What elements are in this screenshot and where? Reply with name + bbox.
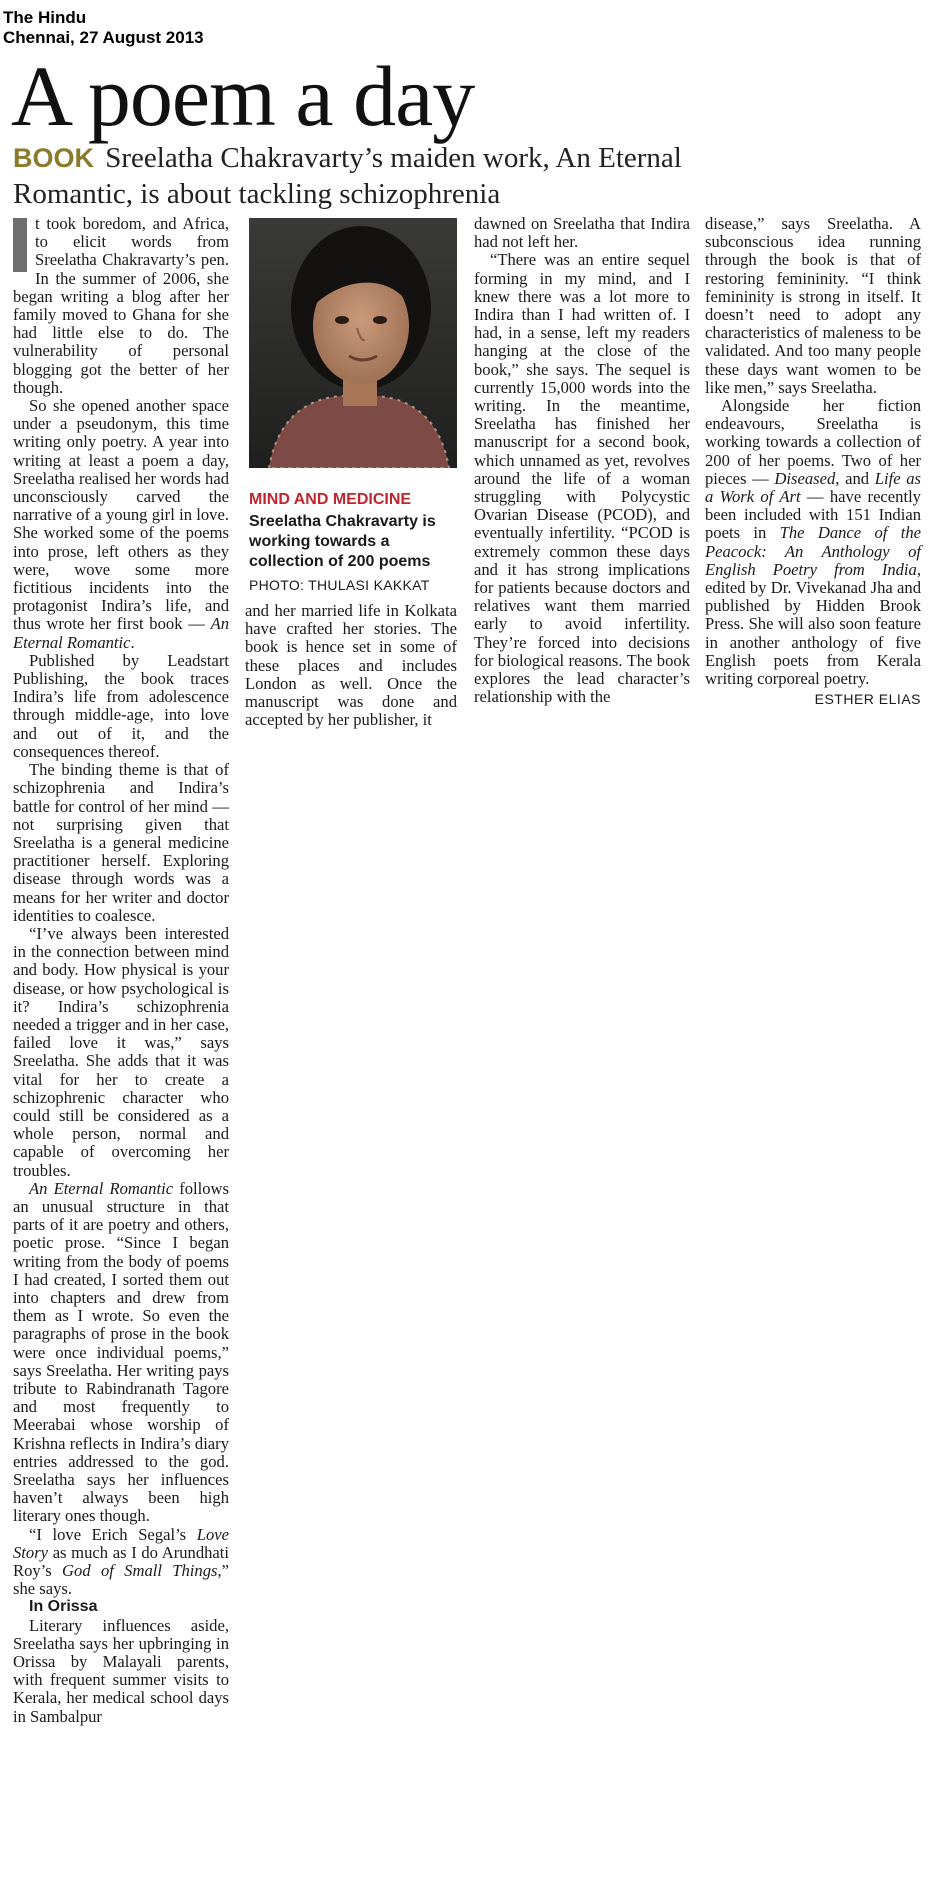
caption-text: Sreelatha Chakravarty is working towards a collection of 200 poems — [249, 513, 436, 570]
source-header — [3, 8, 204, 48]
photo-caption — [249, 490, 459, 594]
paragraph: The binding theme is that of schizophrenia and Indira’s battle for control of her mind — not surprising given that Sreelatha is a general medicine practitioner herself. Exploring disease through words was a means for her writer and doctor identities to coalesce. — [13, 760, 229, 925]
paragraph: and her married life in Kolkata have crafted her stories. The book is hence set in some of these places and includes London as well. Once the manuscript was done and accepted by her publisher, it — [245, 601, 457, 730]
drop-cap — [13, 218, 27, 272]
portrait-photo — [249, 218, 457, 468]
dateline: Chennai, 27 August 2013 — [3, 28, 204, 47]
deck — [13, 140, 713, 212]
paragraph: Literary influences aside, Sreelatha says her upbringing in Orissa by Malayali parents, with frequent summer visits to Kerala, her medical school days in Sambalpur — [13, 1615, 229, 1726]
headline: A poem a day — [11, 48, 475, 144]
column-2 — [245, 602, 457, 729]
portrait-illustration — [249, 218, 457, 468]
paragraph: disease,” says Sreelatha. A subconscious idea running through the book is that of restoring femininity. “I think femininity is strong in itself. It doesn’t need to adopt any characteristics of maleness to be validated. And too many people these days want women to be like men,” says Sreelatha. — [705, 214, 921, 397]
byline: ESTHER ELIAS — [814, 691, 921, 708]
paragraph: “There was an entire sequel forming in my mind, and I knew there was a lot more to Indira than I had written of. I had, in a sense, left my readers hanging at the close of the book,” she says. The sequel is currently 15,000 words into the writing. In the meantime, Sreelatha has finished her manuscript for a second book, which unnamed as yet, revolves around the life of a woman struggling with Polycystic Ovarian Disease (PCOD), and eventually infertility. “PCOD is extremely common these days and it has strong implications for patients because doctors and relatives want them married early to avoid infertility. They’re forced into decisions for biological reasons. The book explores the lead character’s relationship with the — [474, 250, 690, 707]
photo-credit: PHOTO: THULASI KAKKAT — [249, 577, 430, 593]
column-3 — [474, 215, 690, 706]
column-1 — [13, 215, 229, 1726]
paragraph: “I’ve always been interested in the connection between mind and body. How physical is your disease, or how psychological is it? Indira’s schizophrenia needed a trigger and in her case, failed love it was,” says Sreelatha. She adds that it was vital for her to create a schizophrenic character who could still be considered as a whole person, normal and capable of overcoming her troubles. — [13, 923, 229, 1180]
paragraph: So she opened another space under a pseudonym, this time writing only poetry. A year into writing at least a poem a day, Sreelatha realised her words had unconsciously carved the narrative of a young girl in love. She worked some of the poems into prose, left others as they were, wove some more fictitious incidents into the protagonist Indira’s life, and thus wrote her first book — An Eternal Romantic. — [13, 396, 229, 652]
paragraph: Published by Leadstart Publishing, the book traces Indira’s life from adolescence through middle-age, into love and out of it, and the consequences thereof. — [13, 650, 229, 761]
paragraph: An Eternal Romantic follows an unusual structure in that parts of it are poetry and others, poetic prose. “Since I began writing from the body of poems I had created, I sorted them out into chapters and drew from them as I wrote. So even the paragraphs of prose in the book were once individual poems,” says Sreelatha. Her writing pays tribute to Rabindranath Tagore and most frequently to Meerabai whose worship of Krishna reflects in Indira’s diary entries addressed to the god. Sreelatha says her influences haven’t always been high literary ones though. — [13, 1178, 229, 1526]
column-4 — [705, 215, 921, 708]
paragraph: t took boredom, and Africa, to elicit words from Sreelatha Chakravarty’s pen. In the summer of 2006, she began writing a blog after her family moved to Ghana for she had little else to do. The vulnerability of personal blogging got the better of her though. — [13, 214, 229, 397]
deck-text: Sreelatha Chakravarty’s maiden work, An Eternal Romantic, is about tackling schizophrenia — [13, 142, 682, 210]
caption-title: MIND AND MEDICINE — [249, 491, 412, 508]
kicker: BOOK — [13, 143, 94, 173]
paragraph: dawned on Sreelatha that Indira had not left her. — [474, 214, 690, 252]
paragraph: Alongside her fiction endeavours, Sreelatha is working towards a collection of 200 of her poems. Two of her pieces — Diseased, and Life as a Work of Art — have recently been included with 151 Indian poets in The Dance of the Peacock: An Anthology of English Poetry from India, edited by Dr. Vivekanad Jha and published by Hidden Brook Press. She will also soon feature in another anthology of five English poets from Kerala writing corporeal poetry. — [705, 396, 922, 689]
paragraph: “I love Erich Segal’s Love Story as much as I do Arundhati Roy’s God of Small Things,” she says. — [13, 1524, 229, 1599]
subheading: In Orissa — [29, 1598, 98, 1616]
publication-name: The Hindu — [3, 8, 87, 27]
